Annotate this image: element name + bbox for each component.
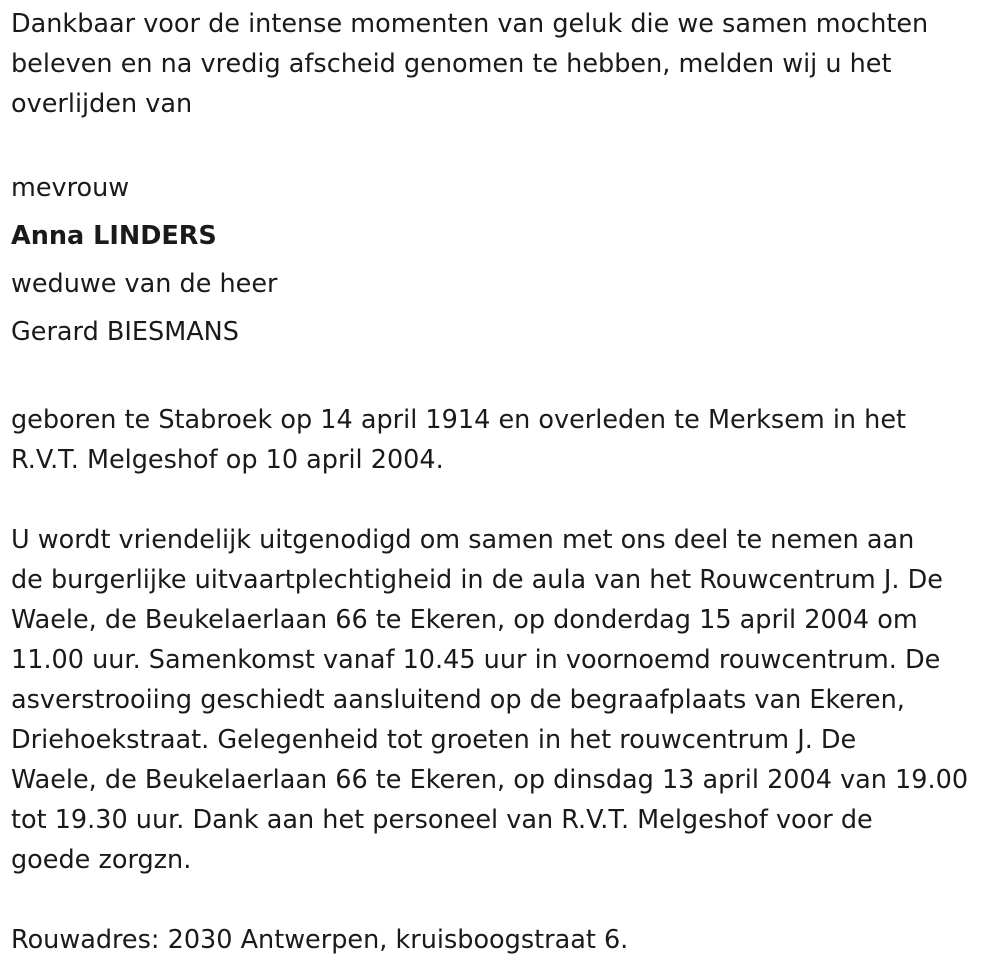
obituary-document — [11, 4, 996, 960]
intro-line: overlijden van — [11, 89, 193, 119]
invitation-line: Driehoekstraat. Gelegenheid tot groeten in het rouwcentrum J. De — [11, 725, 857, 755]
birth-death-paragraph — [11, 400, 996, 480]
deceased-relation: weduwe van de heer — [11, 269, 278, 299]
intro-line: beleven en na vredig afscheid genomen te hebben, melden wij u het — [11, 49, 892, 79]
spacer — [11, 880, 996, 920]
deceased-block — [11, 164, 996, 356]
spacer — [11, 124, 996, 164]
invitation-line: asverstrooiing geschiedt aansluitend op de begraafplaats van Ekeren, — [11, 685, 905, 715]
invitation-line: tot 19.30 uur. Dank aan het personeel van R.V.T. Melgeshof voor de — [11, 805, 873, 835]
invitation-line: Waele, de Beukelaerlaan 66 te Ekeren, op dinsdag 13 april 2004 van 19.00 — [11, 765, 969, 795]
invitation-line: goede zorgzn. — [11, 845, 192, 875]
intro-paragraph — [11, 4, 996, 124]
invitation-paragraph — [11, 520, 996, 880]
deceased-title: mevrouw — [11, 173, 130, 203]
invitation-line: 11.00 uur. Samenkomst vanaf 10.45 uur in voornoemd rouwcentrum. De — [11, 645, 941, 675]
intro-line: Dankbaar voor de intense momenten van geluk die we samen mochten — [11, 9, 929, 39]
birth-death-line: R.V.T. Melgeshof op 10 april 2004. — [11, 445, 444, 475]
spacer — [11, 356, 996, 400]
birth-death-line: geboren te Stabroek op 14 april 1914 en overleden te Merksem in het — [11, 405, 907, 435]
invitation-line: Waele, de Beukelaerlaan 66 te Ekeren, op donderdag 15 april 2004 om — [11, 605, 918, 635]
spouse-name: Gerard BIESMANS — [11, 317, 239, 347]
deceased-name: Anna LINDERS — [11, 221, 217, 251]
invitation-line: U wordt vriendelijk uitgenodigd om samen met ons deel te nemen aan — [11, 525, 915, 555]
mourning-address: Rouwadres: 2030 Antwerpen, kruisboogstraat 6. — [11, 925, 629, 955]
spacer — [11, 480, 996, 520]
address-paragraph — [11, 920, 996, 960]
invitation-line: de burgerlijke uitvaartplechtigheid in de aula van het Rouwcentrum J. De — [11, 565, 943, 595]
